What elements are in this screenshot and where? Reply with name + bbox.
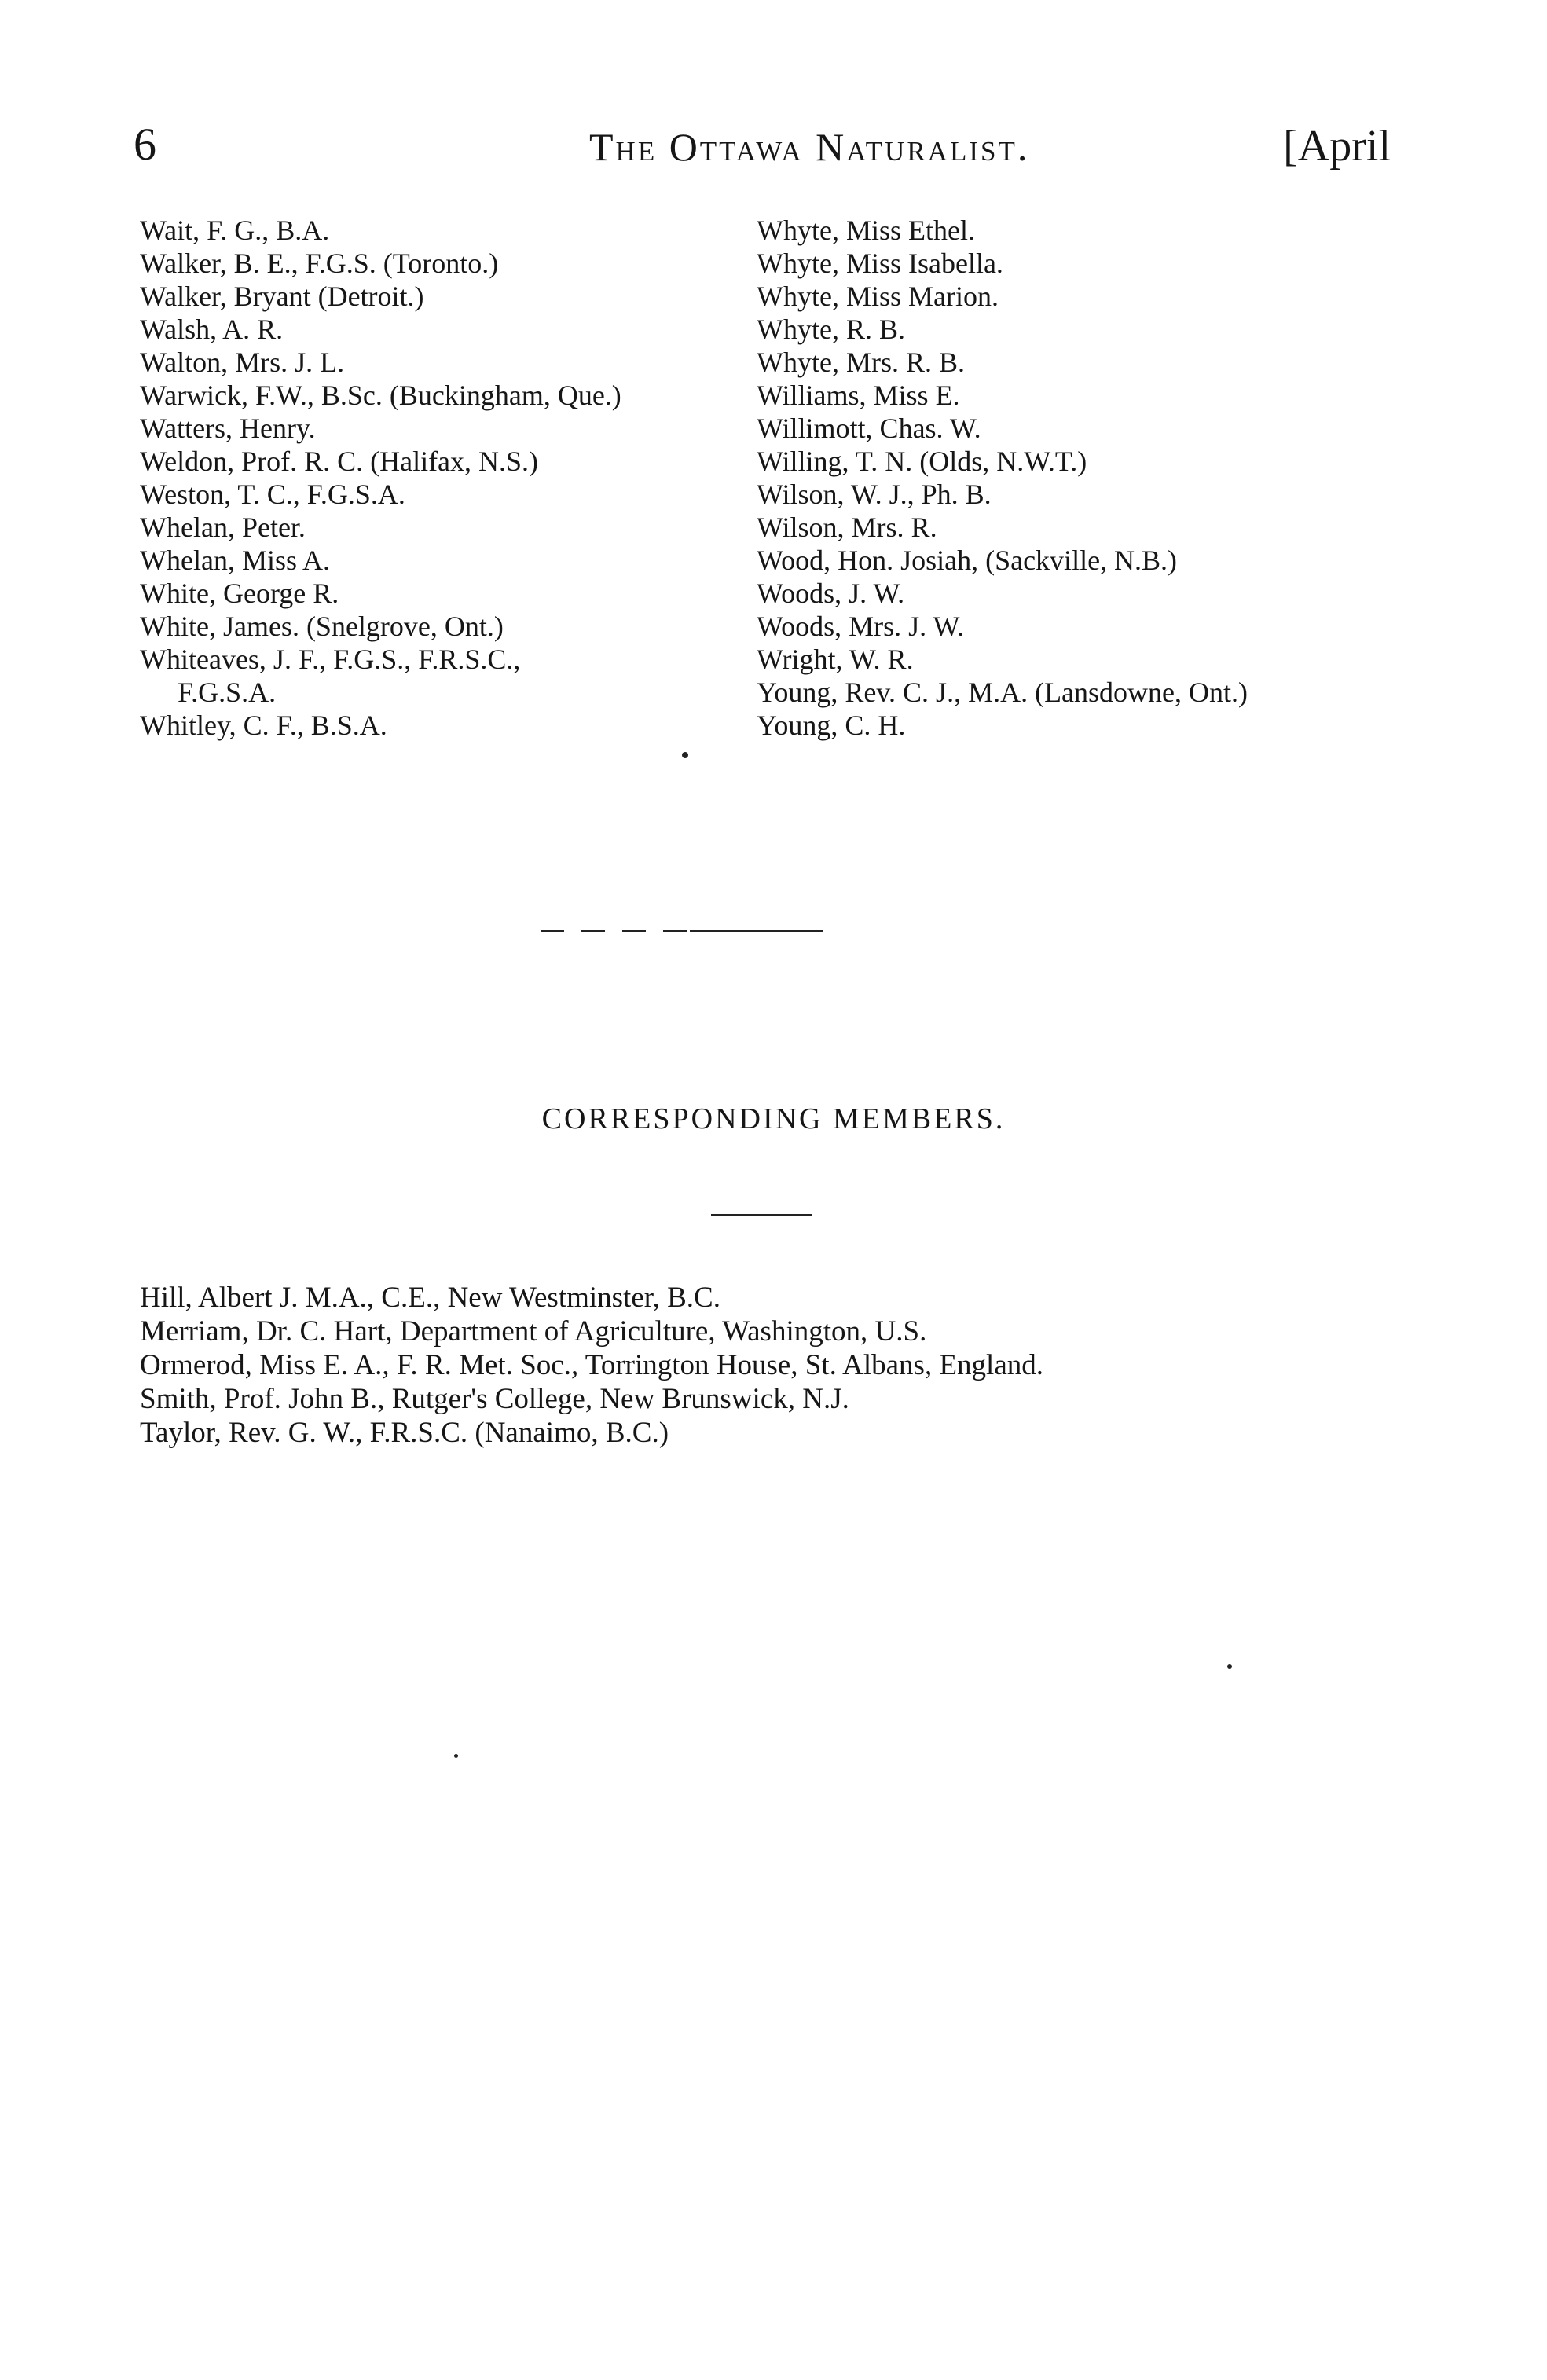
list-item: Wilson, W. J., Ph. B.	[757, 479, 992, 510]
list-item: Warwick, F.W., B.Sc. (Buckingham, Que.)	[140, 380, 621, 411]
list-item: White, George R.	[140, 578, 339, 609]
list-item: Whyte, Mrs. R. B.	[757, 347, 965, 378]
print-speck	[682, 752, 688, 758]
list-item: Willing, T. N. (Olds, N.W.T.)	[757, 446, 1087, 477]
list-item: Wilson, Mrs. R.	[757, 512, 937, 543]
list-item: Hill, Albert J. M.A., C.E., New Westminster, B.C.	[140, 1282, 720, 1314]
section-divider	[541, 930, 823, 932]
member-list-right	[757, 214, 1448, 742]
journal-title: The Ottawa Naturalist.	[589, 125, 1030, 169]
list-item: Whiteaves, J. F., F.G.S., F.R.S.C.,	[140, 644, 521, 675]
print-speck	[1227, 1664, 1232, 1669]
list-item: White, James. (Snelgrove, Ont.)	[140, 611, 504, 642]
member-list-left	[140, 214, 768, 742]
list-item: Young, C. H.	[757, 710, 906, 741]
list-item: Walton, Mrs. J. L.	[140, 347, 345, 378]
list-item: Whitley, C. F., B.S.A.	[140, 710, 387, 741]
list-item: Walker, Bryant (Detroit.)	[140, 281, 424, 312]
member-list-columns	[140, 214, 1413, 779]
list-item: Walker, B. E., F.G.S. (Toronto.)	[140, 248, 499, 279]
issue-month: [April	[1283, 122, 1391, 171]
list-item: Woods, J. W.	[757, 578, 905, 609]
list-item: Whyte, Miss Marion.	[757, 281, 999, 312]
print-speck	[454, 1754, 458, 1758]
list-item: Smith, Prof. John B., Rutger's College, New Brunswick, N.J.	[140, 1383, 849, 1415]
list-item: Whyte, R. B.	[757, 314, 905, 345]
list-item: Williams, Miss E.	[757, 380, 960, 411]
divider-solid-segment	[690, 930, 823, 932]
list-item: Watters, Henry.	[140, 413, 316, 444]
page-header	[134, 118, 1391, 181]
list-item-continuation: F.G.S.A.	[178, 677, 277, 708]
list-item: Wood, Hon. Josiah, (Sackville, N.B.)	[757, 545, 1178, 576]
list-item: Whelan, Peter.	[140, 512, 306, 543]
page-number: 6	[134, 119, 156, 170]
heading-rule	[711, 1214, 812, 1216]
corresponding-members-list	[140, 1281, 1428, 1450]
list-item: Whyte, Miss Ethel.	[757, 215, 975, 246]
list-item: Whyte, Miss Isabella.	[757, 248, 1003, 279]
list-item: Wait, F. G., B.A.	[140, 215, 330, 246]
list-item: Young, Rev. C. J., M.A. (Lansdowne, Ont.)	[757, 677, 1248, 708]
list-item: Weston, T. C., F.G.S.A.	[140, 479, 405, 510]
list-item: Woods, Mrs. J. W.	[757, 611, 965, 642]
list-item: Merriam, Dr. C. Hart, Department of Agriculture, Washington, U.S.	[140, 1315, 927, 1348]
section-heading: CORRESPONDING MEMBERS.	[541, 1102, 1006, 1135]
list-item: Whelan, Miss A.	[140, 545, 330, 576]
list-item: Weldon, Prof. R. C. (Halifax, N.S.)	[140, 446, 539, 477]
list-item: Willimott, Chas. W.	[757, 413, 981, 444]
list-item: Walsh, A. R.	[140, 314, 284, 345]
list-item: Wright, W. R.	[757, 644, 914, 675]
list-item: Ormerod, Miss E. A., F. R. Met. Soc., Torrington House, St. Albans, England.	[140, 1349, 1043, 1381]
list-item: Taylor, Rev. G. W., F.R.S.C. (Nanaimo, B.C.)	[140, 1417, 669, 1449]
